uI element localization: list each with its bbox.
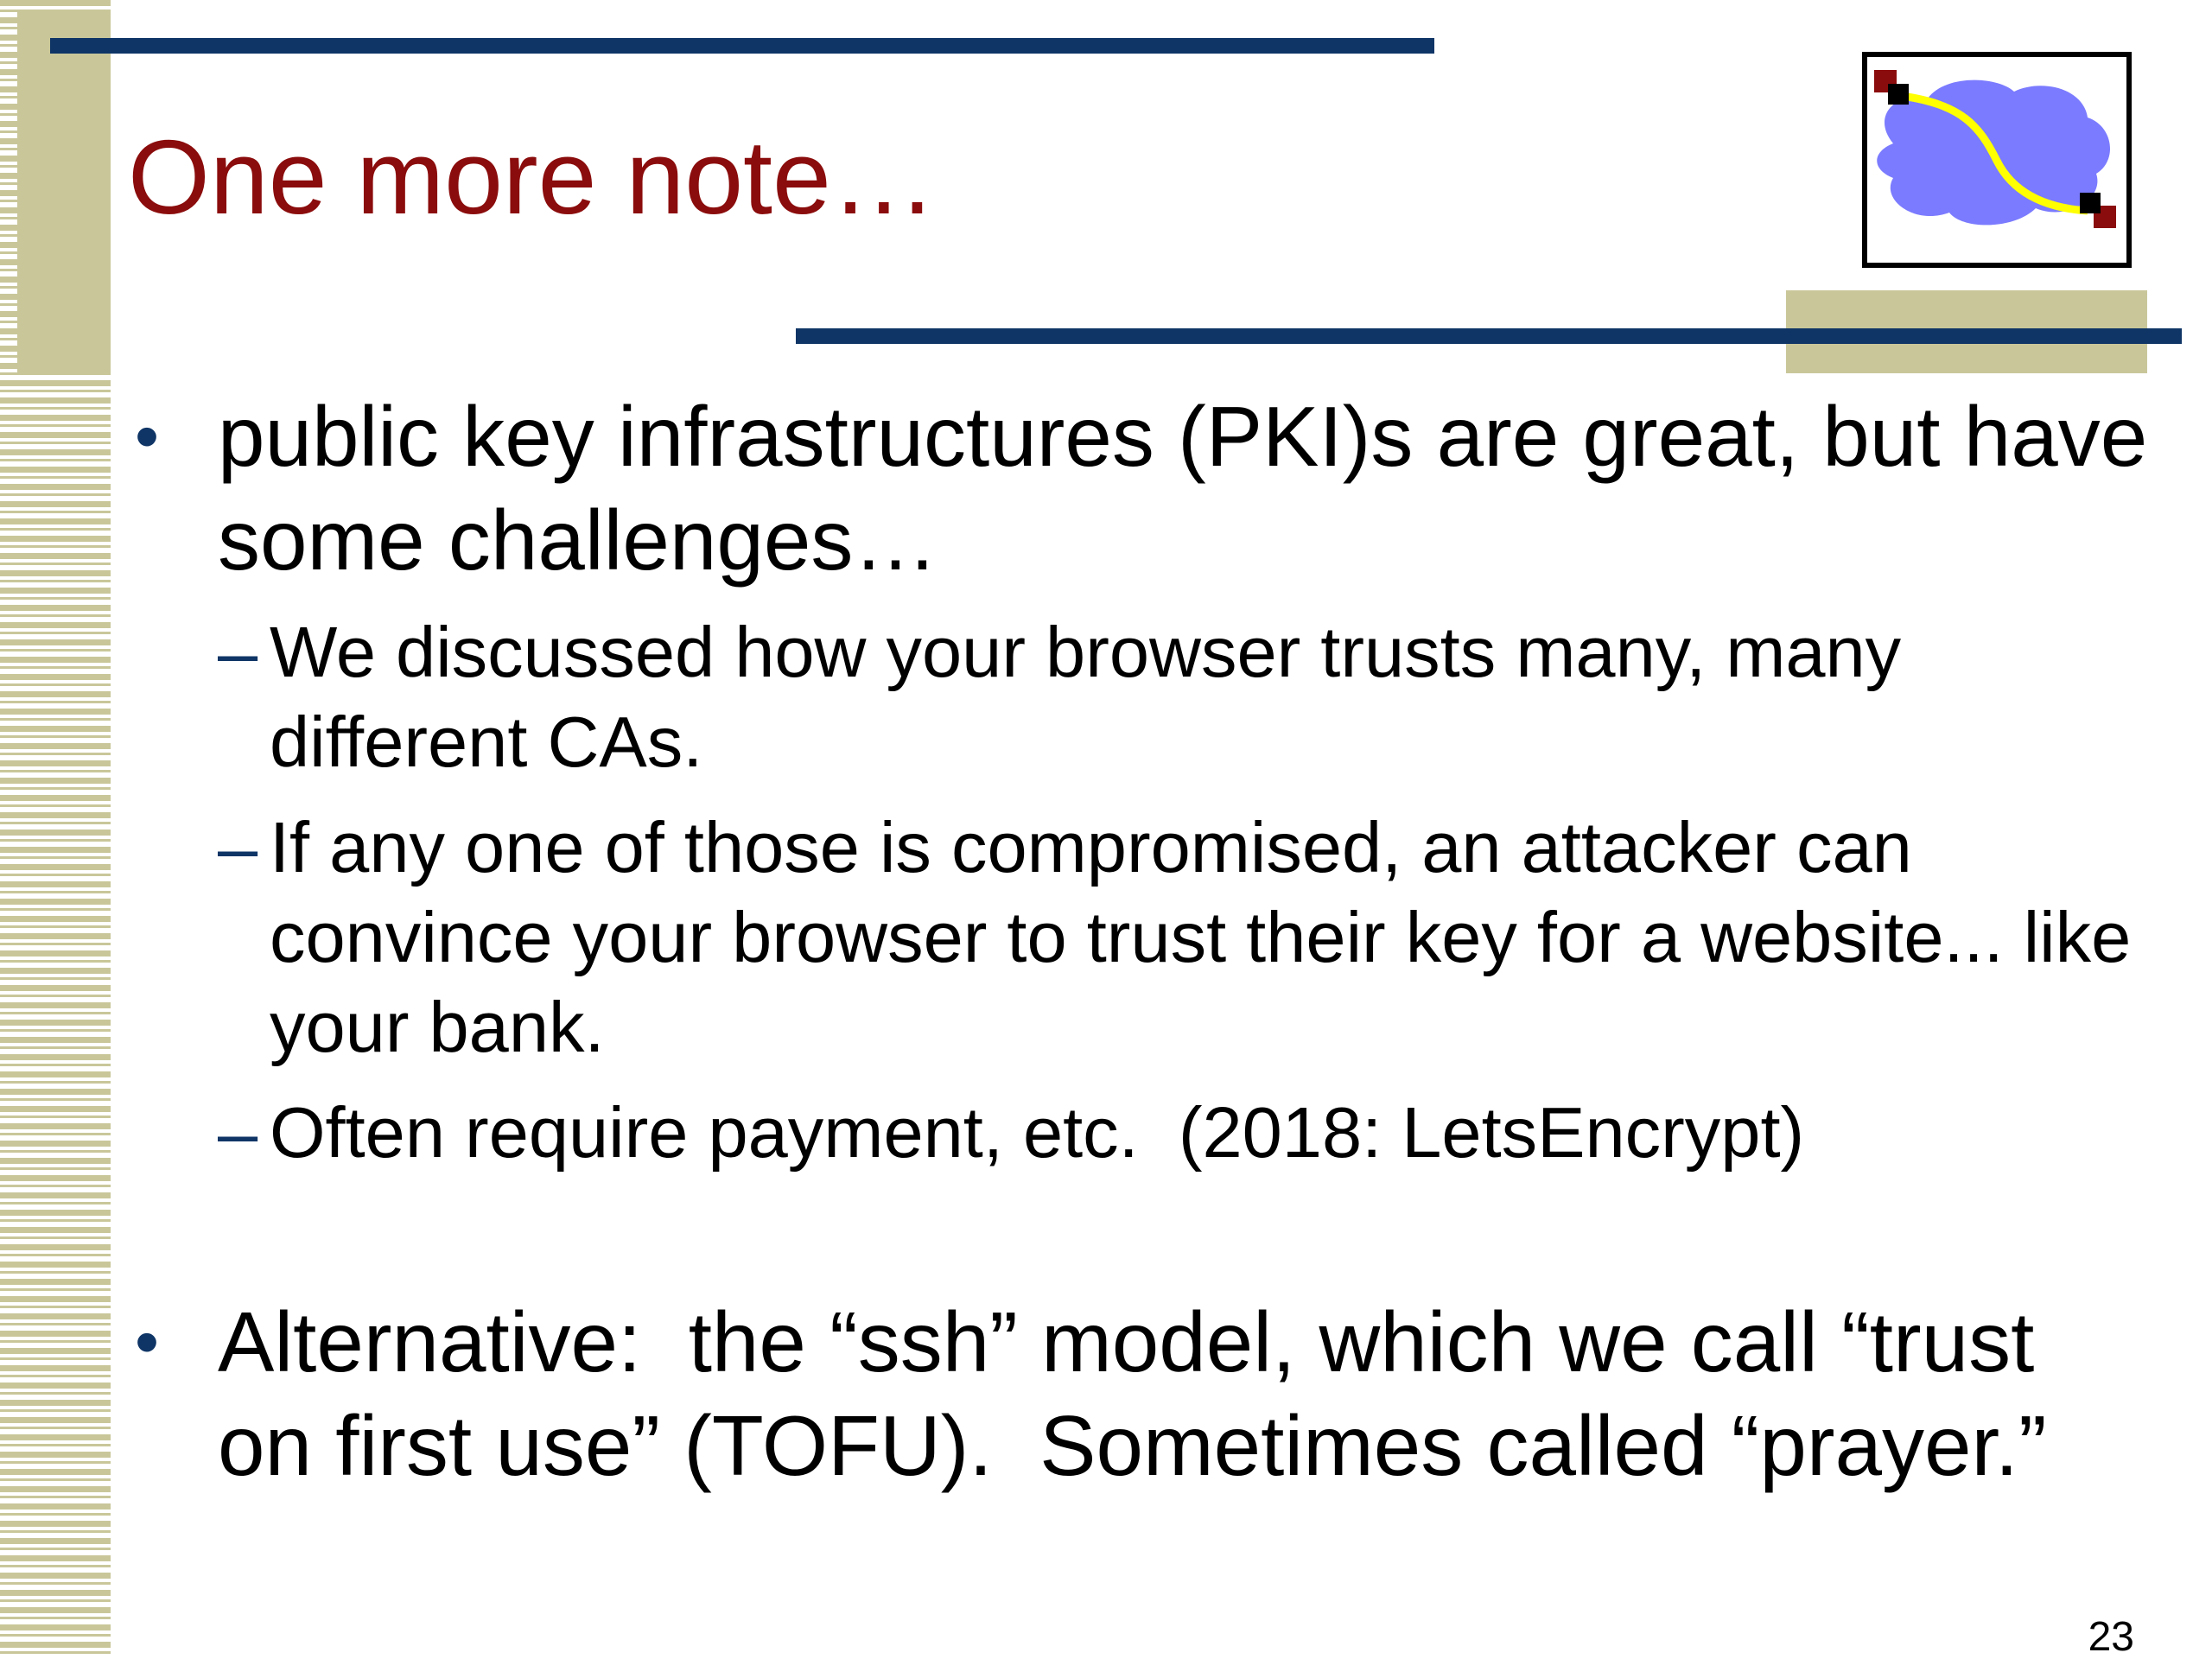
bullet-pki: [128, 385, 2150, 592]
sub-bullet-browser-trusts-cas: [128, 607, 2150, 787]
title-top-rule: [50, 38, 1434, 54]
bullet-marker: •: [135, 397, 160, 474]
slide-title: One more note…: [128, 118, 937, 236]
sub-bullet-text: We discussed how your browser trusts many, many different CAs.: [270, 612, 1902, 782]
sub-bullet-text: Often require payment, etc. (2018: LetsEncrypt): [270, 1092, 1805, 1173]
slide-body: [128, 385, 2150, 1497]
bullet-text: Alternative: the “ssh” model, which we call “trust on first use” (TOFU). Sometimes called “prayer.”: [218, 1294, 2047, 1493]
network-connection-icon: [1862, 52, 2132, 268]
sub-bullet-compromised-ca: [128, 803, 2150, 1072]
sub-bullet-list: [128, 607, 2150, 1178]
bullet-text: public key infrastructures (PKI)s are great, but have some challenges…: [218, 389, 2148, 588]
endpoint-right-inner: [2080, 193, 2101, 213]
dash-marker: –: [218, 612, 258, 692]
sub-bullet-text: If any one of those is compromised, an attacker can convince your browser to trust their key for a website... like your bank.: [270, 807, 2132, 1067]
page-number: 23: [2088, 1614, 2134, 1659]
endpoint-left-inner: [1888, 84, 1909, 105]
bullet-tofu: [128, 1290, 2150, 1497]
sub-bullet-payment: [128, 1088, 2150, 1178]
bullet-marker: •: [135, 1303, 160, 1380]
olive-accent-block-left: [17, 12, 111, 373]
title-bottom-rule: [796, 328, 2182, 344]
dash-marker: –: [218, 807, 258, 887]
dash-marker: –: [218, 1092, 258, 1173]
